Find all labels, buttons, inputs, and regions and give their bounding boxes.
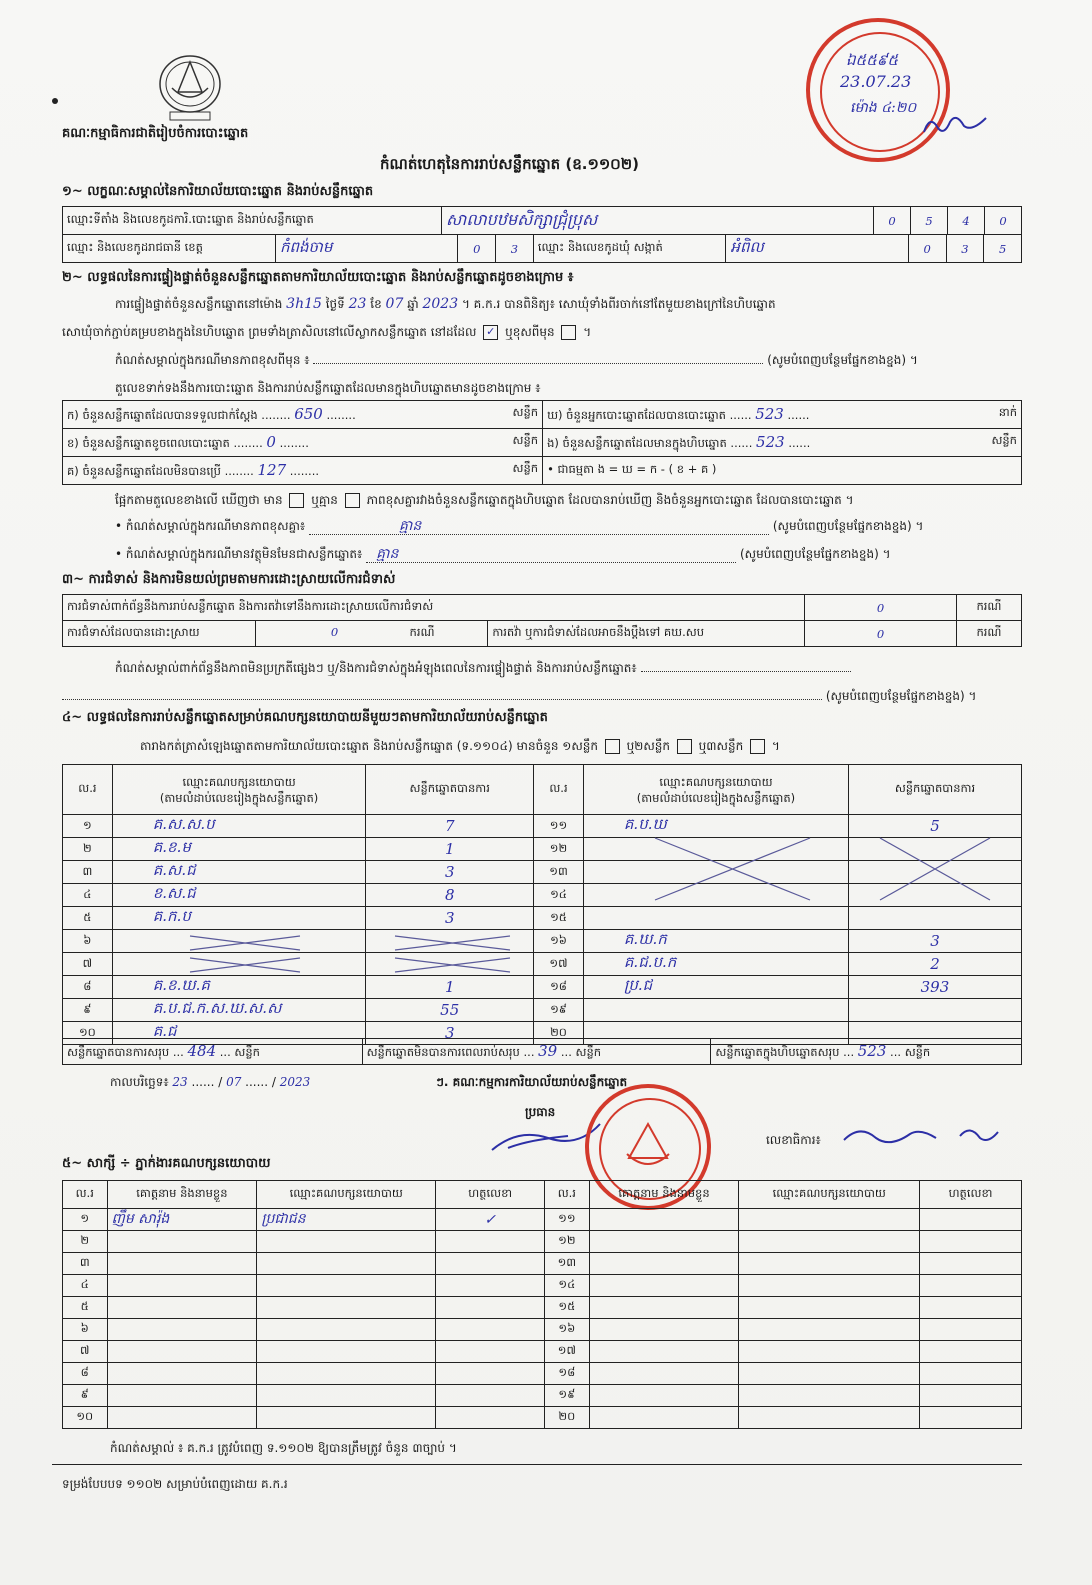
witness-no-left: ២: [63, 1231, 108, 1253]
witness-name-right[interactable]: [589, 1341, 739, 1363]
witness-name-right[interactable]: [589, 1275, 739, 1297]
compare-line: ផ្អែកតាមតួលេខខាងលើ ឃើញថា មាន ឬគ្មាន ភាពខុសគ្នារវាងចំនួនសន្លឹកឆ្នោតក្នុងហិបឆ្នោត ដែលបានរាប់ឃើញ និងចំនួនអ្នកបោះឆ្នោត ដែលបានបោះឆ្នោត ។: [115, 493, 854, 507]
right-votes-cell: [848, 907, 1021, 930]
right-party-cell: [583, 838, 848, 861]
stamp-date: 23.07.23: [840, 72, 912, 91]
right-votes-cell: 2: [848, 953, 1021, 976]
witness-no-left: ៧: [63, 1341, 108, 1363]
witness-sig-right[interactable]: [920, 1385, 1022, 1407]
objections-label: ការជំទាស់ពាក់ព័ន្ធនឹងការរាប់សន្លឹកឆ្នោត និងការតវ៉ាទៅនឹងការដោះស្រាយលើការជំទាស់: [63, 595, 805, 621]
right-party-cell: [583, 999, 848, 1022]
left-party-cell: គ.ស.ស.ប: [112, 815, 366, 838]
witness-row: [63, 1209, 1022, 1231]
witness-no-left: ១: [63, 1209, 108, 1231]
witness-body: [63, 1209, 1022, 1429]
date-year: 2023: [279, 1075, 311, 1089]
witness-sig-left[interactable]: [436, 1341, 545, 1363]
witness-party-right[interactable]: [739, 1341, 920, 1363]
total-box-value: 523: [857, 1041, 887, 1060]
commune-code-3: 5: [984, 235, 1022, 263]
right-party-cell: [583, 861, 848, 884]
witness-row: [63, 1275, 1022, 1297]
difference-bullet: • កំណត់សម្គាល់ក្នុងករណីមានភាពខុសគ្នា៖ គ្មាន (សូមបំពេញបន្ថែមផ្នែកខាងខ្នង) ។: [115, 518, 924, 534]
section5-heading: ៥~ សាក្សី ÷ ភ្នាក់ងារគណបក្សនយោបាយ: [62, 1156, 271, 1171]
witness-row: [63, 1407, 1022, 1429]
total-valid-value: 484: [187, 1041, 217, 1060]
location-code-2: 5: [911, 207, 948, 235]
committee-signature-label: ៗ. គណៈកម្មការការិយាល័យរាប់សន្លឹកឆ្នោត: [436, 1075, 628, 1089]
witness-party-left[interactable]: ប្រជាជន: [257, 1209, 436, 1231]
witness-name-left[interactable]: [107, 1341, 257, 1363]
left-party-cell: ខ.ស.ជ: [112, 884, 366, 907]
witness-no-left: ៦: [63, 1319, 108, 1341]
right-party-cell: គ.ប.ឃ: [583, 815, 848, 838]
witness-name-left[interactable]: ញឹម សារ៉ុង: [107, 1209, 257, 1231]
foreign-object-bullet: • កំណត់សម្គាល់ក្នុងករណីមានវត្ថុមិនមែនជាសន្លឹកឆ្នោត៖ គ្មាន (សូមបំពេញបន្ថែមផ្នែកខាងខ្នង) ។: [115, 546, 891, 562]
witness-sig-left[interactable]: [436, 1319, 545, 1341]
location-code-1: 0: [874, 207, 911, 235]
right-no-cell: ១៨: [534, 976, 584, 999]
witness-name-right[interactable]: [589, 1385, 739, 1407]
results-row: [63, 861, 1022, 884]
witness-row: [63, 1363, 1022, 1385]
received-value: 650: [294, 404, 323, 423]
witness-sig-right[interactable]: [920, 1363, 1022, 1385]
witness-sig-left[interactable]: [436, 1253, 545, 1275]
witness-no-right: ១៨: [545, 1363, 590, 1385]
witness-sig-left[interactable]: [436, 1385, 545, 1407]
left-votes-cell: 7: [366, 815, 534, 838]
section3-heading: ៣~ ការជំទាស់ និងការមិនយល់ព្រមតាមការដោះស្រាយលើការជំទាស់: [62, 572, 396, 587]
witness-party-left[interactable]: [257, 1319, 436, 1341]
witness-party-left[interactable]: [257, 1407, 436, 1429]
date-line: កាលបរិច្ឆេទ៖ 23 ...... / 07 ...... / 2023: [110, 1075, 311, 1089]
right-no-cell: ១៩: [534, 999, 584, 1022]
witness-row: [63, 1297, 1022, 1319]
left-votes-cell: [366, 953, 534, 976]
left-no-cell: ៩: [63, 999, 113, 1022]
witness-sig-left[interactable]: [436, 1297, 545, 1319]
left-votes-cell: 55: [366, 999, 534, 1022]
section4-heading: ៤~ លទ្ធផលនៃការរាប់សន្លឹកឆ្នោតសម្រាប់គណបក្សនយោបាយនីមួយៗតាមការិយាល័យរាប់សន្លឹកឆ្នោត: [62, 710, 548, 725]
secretary-signature-icon: [840, 1120, 1000, 1152]
time-value: 3h15: [286, 296, 322, 312]
witness-name-left[interactable]: [107, 1407, 257, 1429]
witness-party-right[interactable]: [739, 1209, 920, 1231]
spoiled-value: 0: [266, 432, 276, 451]
witness-name-left[interactable]: [107, 1319, 257, 1341]
stamp-number: ឯ៥៥៩៥: [846, 51, 899, 69]
in-box-value: 523: [756, 432, 785, 451]
right-party-cell: គ.ជ.ប.ក: [583, 953, 848, 976]
right-no-cell: ១៦: [534, 930, 584, 953]
location-code-3: 4: [948, 207, 985, 235]
location-label: ឈ្មោះទីតាំង និងលេខកូដការិ.បោះឆ្នោត និងរាប់សន្លឹកឆ្នោត: [63, 207, 442, 235]
witness-col-sig-right: ហត្ថលេខា: [920, 1181, 1022, 1209]
two-sheets-checkbox[interactable]: [677, 739, 692, 754]
left-votes-cell: 1: [366, 838, 534, 861]
formula: • ជាធម្មតា ង = ឃ = ក - ( ខ + គ ): [543, 457, 1022, 485]
location-code-4: 0: [985, 207, 1022, 235]
witness-name-left[interactable]: [107, 1363, 257, 1385]
section1-table: [62, 206, 1022, 235]
left-no-cell: ២: [63, 838, 113, 861]
witness-sig-right[interactable]: [920, 1341, 1022, 1363]
verification-line-1: ការផ្ទៀងផ្ទាត់ចំនួនសន្លឹកឆ្នោតនៅម៉ោង 3h15 ថ្ងៃទី 23 ខែ 07 ឆ្នាំ 2023 ។ គ.ក.រ បានពិនិត្យ៖ សោឃុំទាំងពីរចាក់នៅតែមួយខាងក្រៅនៃហិបឆ្នោត: [115, 296, 776, 312]
witness-party-right[interactable]: [739, 1231, 920, 1253]
results-row: [63, 815, 1022, 838]
witness-no-right: ១២: [545, 1231, 590, 1253]
witness-party-right[interactable]: [739, 1363, 920, 1385]
chair-label: ប្រធាន: [525, 1105, 556, 1119]
witness-row: [63, 1231, 1022, 1253]
right-no-cell: ១២: [534, 838, 584, 861]
left-no-cell: ១០: [63, 1022, 113, 1045]
stamp-time: ម៉ោង ៤:២០: [850, 100, 917, 116]
witness-no-right: ១៤: [545, 1275, 590, 1297]
witness-name-right[interactable]: [589, 1209, 739, 1231]
witness-col-no-left: ល.រ: [63, 1181, 108, 1209]
right-no-cell: ២០: [534, 1022, 584, 1045]
witness-name-left[interactable]: [107, 1253, 257, 1275]
left-party-cell: គ.ប.ជ.ក.ស.ឃ.ស.ស: [112, 999, 366, 1022]
witness-row: [63, 1385, 1022, 1407]
col-votes-left: សន្លឹកឆ្នោតបានការ: [366, 765, 534, 815]
figures-table: [62, 400, 1022, 485]
left-party-cell: [112, 930, 366, 953]
right-party-cell: គ.ឃ.ក: [583, 930, 848, 953]
col-party-right: ឈ្មោះគណបក្សនយោបាយ (តាមលំដាប់លេខរៀងក្នុងសន្លឹកឆ្នោត): [583, 765, 848, 815]
right-votes-cell: 3: [848, 930, 1021, 953]
witness-sig-left[interactable]: [436, 1275, 545, 1297]
right-no-cell: ១១: [534, 815, 584, 838]
col-votes-right: សន្លឹកឆ្នោតបានការ: [848, 765, 1021, 815]
witness-no-left: ៨: [63, 1363, 108, 1385]
committee-name: គណៈកម្មាធិការជាតិរៀបចំការបោះឆ្នោត: [62, 126, 249, 141]
three-sheets-checkbox[interactable]: [750, 739, 765, 754]
commune-code-2: 3: [946, 235, 984, 263]
province-code-2: 3: [496, 235, 534, 263]
results-row: [63, 907, 1022, 930]
witness-row: [63, 1341, 1022, 1363]
witness-sig-right[interactable]: [920, 1253, 1022, 1275]
right-no-cell: ១៤: [534, 884, 584, 907]
right-no-cell: ១៣: [534, 861, 584, 884]
witness-party-left[interactable]: [257, 1275, 436, 1297]
right-party-cell: ប្រ.ជ: [583, 976, 848, 999]
witness-sig-right[interactable]: [920, 1275, 1022, 1297]
spoiled-row: ខ) ចំនួនសន្លឹកឆ្នោតខូចពេលបោះឆ្នោត ........ 0 ........ សន្លឹក: [63, 429, 543, 457]
total-valid-cell: សន្លឹកឆ្នោតបានការសរុប ... 484 ... សន្លឹក: [63, 1039, 363, 1065]
resolved-value: 0: [330, 625, 339, 639]
witness-no-right: ១១: [545, 1209, 590, 1231]
right-votes-cell: [848, 884, 1021, 907]
witness-row: [63, 1253, 1022, 1275]
resolved-label: ការជំទាស់ដែលបានដោះស្រាយ: [63, 621, 256, 647]
province-label: ឈ្មោះ និងលេខកូដរាជធានី ខេត្ត: [63, 235, 276, 263]
objections-unit: ករណី: [956, 595, 1021, 621]
left-no-cell: ៧: [63, 953, 113, 976]
witness-no-right: ១៣: [545, 1253, 590, 1275]
left-votes-cell: 3: [366, 907, 534, 930]
foreign-object-value: គ្មាន: [376, 546, 399, 562]
section1-table-row2: [62, 234, 1022, 263]
right-votes-cell: 393: [848, 976, 1021, 999]
right-no-cell: ១៧: [534, 953, 584, 976]
witness-party-right[interactable]: [739, 1319, 920, 1341]
witness-no-right: ១៧: [545, 1341, 590, 1363]
left-party-cell: [112, 953, 366, 976]
witness-name-right[interactable]: [589, 1253, 739, 1275]
witness-sig-right[interactable]: [920, 1319, 1022, 1341]
witness-sig-right[interactable]: [920, 1297, 1022, 1319]
right-party-cell: [583, 884, 848, 907]
witness-col-no-right: ល.រ: [545, 1181, 590, 1209]
right-votes-cell: [848, 861, 1021, 884]
witness-name-right[interactable]: [589, 1363, 739, 1385]
total-invalid-value: 39: [538, 1041, 558, 1060]
day-value: 23: [348, 296, 367, 312]
col-no-right: ល.រ: [534, 765, 584, 815]
section1-heading: ១~ លក្ខណៈសម្គាល់នៃការិយាល័យបោះឆ្នោត និងរាប់សន្លឹកឆ្នោត: [62, 184, 374, 199]
unchanged-checkbox[interactable]: ✓: [483, 325, 498, 340]
witness-name-left[interactable]: [107, 1385, 257, 1407]
right-party-cell: [583, 907, 848, 930]
no-difference-checkbox[interactable]: [345, 493, 360, 508]
left-party-cell: គ.ជ: [112, 1022, 366, 1045]
witness-no-right: ២០: [545, 1407, 590, 1429]
left-votes-cell: [366, 930, 534, 953]
unused-row: គ) ចំនួនសន្លឹកឆ្នោតដែលមិនបានប្រើ ........ 127 ........ សន្លឹក: [63, 457, 543, 485]
verification-line-2: សោឃុំចាក់ភ្ជាប់គម្របខាងក្នុងនៃហិបឆ្នោត ព្រមទាំងត្រាសិលនៅលើស្លាកសន្លឹកឆ្នោត នៅដដែល ✓ ឬខុសពីមុន ។: [62, 325, 592, 339]
province-value: កំពង់ចាម: [275, 235, 457, 263]
resolved-cell: 0 ករណី: [255, 621, 488, 647]
location-value: សាលាបឋមសិក្សាជ្រុំប្រុស: [442, 207, 874, 235]
received-stamp: [806, 18, 950, 162]
witness-party-left[interactable]: [257, 1341, 436, 1363]
left-no-cell: ៣: [63, 861, 113, 884]
witness-name-right[interactable]: [589, 1231, 739, 1253]
results-row: [63, 930, 1022, 953]
witness-no-left: ៤: [63, 1275, 108, 1297]
witness-party-left[interactable]: [257, 1385, 436, 1407]
difference-note: កំណត់សម្គាល់ក្នុងករណីមានភាពខុសពីមុន ៖ (សូមបំពេញបន្ថែមផ្នែកខាងខ្នង) ។: [115, 353, 918, 367]
footer-divider: [52, 1464, 1022, 1465]
witness-sig-left[interactable]: [436, 1231, 545, 1253]
nec-emblem-icon: [150, 48, 230, 126]
left-votes-cell: 3: [366, 1022, 534, 1045]
right-votes-cell: [848, 999, 1021, 1022]
commune-label: ឈ្មោះ និងលេខកូដឃុំ សង្កាត់: [533, 235, 726, 263]
commune-value: អំពិល: [726, 235, 908, 263]
witness-col-sig-left: ហត្ថលេខា: [436, 1181, 545, 1209]
witness-name-left[interactable]: [107, 1297, 257, 1319]
witness-no-left: ៣: [63, 1253, 108, 1275]
left-votes-cell: 1: [366, 976, 534, 999]
witness-col-name-left: គោត្តនាម និងនាមខ្លួន: [107, 1181, 257, 1209]
left-no-cell: ៤: [63, 884, 113, 907]
witness-party-right[interactable]: [739, 1385, 920, 1407]
witness-sig-right[interactable]: [920, 1231, 1022, 1253]
witness-sig-right[interactable]: [920, 1407, 1022, 1429]
objections-table: [62, 594, 1022, 647]
results-body: [63, 815, 1022, 1045]
witness-table: [62, 1180, 1022, 1429]
year-value: 2023: [422, 296, 459, 312]
right-votes-cell: [848, 838, 1021, 861]
date-month: 07: [226, 1075, 242, 1089]
seal-emblem-icon: [619, 1116, 677, 1174]
witness-no-right: ១៦: [545, 1319, 590, 1341]
results-row: [63, 976, 1022, 999]
voters-row: ឃ) ចំនួនអ្នកបោះឆ្នោតដែលបានបោះឆ្នោត ...... 523 ...... នាក់: [543, 401, 1022, 429]
witness-col-party-left: ឈ្មោះគណបក្សនយោបាយ: [257, 1181, 436, 1209]
footer-note: កំណត់សម្គាល់ ៖ គ.ក.រ ត្រូវបំពេញ ទ.១១០២ ឱ្យបានត្រឹមត្រូវ ចំនួន ៣ច្បាប់ ។: [110, 1441, 457, 1455]
witness-no-left: ៩: [63, 1385, 108, 1407]
witness-party-right[interactable]: [739, 1407, 920, 1429]
irregularity-note: កំណត់សម្គាល់ពាក់ព័ន្ធនឹងភាពមិនប្រក្រតីផ្សេងៗ ឬ/និងការជំទាស់ក្នុងអំឡុងពេលនៃការផ្ទៀងផ្ទាត់ និងការរាប់សន្លឹកឆ្នោត៖: [115, 660, 851, 676]
witness-name-left[interactable]: [107, 1275, 257, 1297]
witness-party-right[interactable]: [739, 1297, 920, 1319]
in-box-row: ង) ចំនួនសន្លឹកឆ្នោតដែលមានក្នុងហិបឆ្នោត ...... 523 ...... សន្លឹក: [543, 429, 1022, 457]
results-row: [63, 953, 1022, 976]
appeal-label: ការតវ៉ា ឬការជំទាស់ដែលអាចនឹងប្តឹងទៅ គឃ.សប: [488, 621, 805, 647]
witness-party-right[interactable]: [739, 1275, 920, 1297]
left-no-cell: ៦: [63, 930, 113, 953]
witness-sig-left[interactable]: [436, 1363, 545, 1385]
left-party-cell: គ.ស.ជ: [112, 861, 366, 884]
one-sheet-checkbox[interactable]: [605, 739, 620, 754]
witness-sig-right[interactable]: [920, 1209, 1022, 1231]
witness-name-right[interactable]: [589, 1297, 739, 1319]
witness-no-left: ១០: [63, 1407, 108, 1429]
left-no-cell: ១: [63, 815, 113, 838]
totals-table: [62, 1038, 1022, 1065]
right-votes-cell: 5: [848, 815, 1021, 838]
difference-value: គ្មាន: [399, 518, 422, 534]
left-votes-cell: 8: [366, 884, 534, 907]
col-party-left: ឈ្មោះគណបក្សនយោបាយ (តាមលំដាប់លេខរៀងក្នុងសន្លឹកឆ្នោត): [112, 765, 366, 815]
witness-col-party-right: ឈ្មោះគណបក្សនយោបាយ: [739, 1181, 920, 1209]
left-party-cell: គ.ខ.ឃ.គ: [112, 976, 366, 999]
stamp-signature-icon: [920, 110, 990, 140]
tally-sheet-line: តារាងកត់ត្រាសំឡេងឆ្នោតតាមការិយាល័យបោះឆ្នោត និងរាប់សន្លឹកឆ្នោត (ទ.១១០៤) មានចំនួន ១សន្លឹក ឬ២សន្លឹក ឬ៣សន្លឹក ។: [140, 739, 780, 753]
total-invalid-cell: សន្លឹកឆ្នោតមិនបានការពេលរាប់សរុប ... 39 ... សន្លឹក: [362, 1039, 711, 1065]
section2-heading: ២~ លទ្ធផលនៃការផ្ទៀងផ្ទាត់ចំនួនសន្លឹកឆ្នោតតាមការិយាល័យបោះឆ្នោត និងរាប់សន្លឹកឆ្នោតដូចខាងក្រោម ៖: [62, 270, 574, 285]
witness-no-left: ៥: [63, 1297, 108, 1319]
witness-row: [63, 1319, 1022, 1341]
has-difference-checkbox[interactable]: [289, 493, 304, 508]
witness-name-right[interactable]: [589, 1407, 739, 1429]
left-votes-cell: 3: [366, 861, 534, 884]
province-code-1: 0: [458, 235, 496, 263]
corner-dot: [52, 98, 58, 104]
irregularity-note-line: (សូមបំពេញបន្ថែមផ្នែកខាងខ្នង) ។: [62, 688, 1020, 704]
col-no-left: ល.រ: [63, 765, 113, 815]
form-code: ទម្រង់បែបបទ ១១០២ សម្រាប់បំពេញដោយ គ.ក.រ: [62, 1477, 288, 1491]
witness-party-right[interactable]: [739, 1253, 920, 1275]
results-row: [63, 838, 1022, 861]
objections-value: 0: [805, 595, 957, 621]
witness-sig-left[interactable]: [436, 1407, 545, 1429]
secretary-label: លេខាធិការ៖: [766, 1133, 821, 1147]
witness-name-left[interactable]: [107, 1231, 257, 1253]
figures-intro: តួលេខទាក់ទងនឹងការបោះឆ្នោត និងការរាប់សន្លឹកឆ្នោតដែលមានក្នុងហិបឆ្នោតមានដូចខាងក្រោម ៖: [115, 381, 541, 395]
voters-value: 523: [755, 404, 784, 423]
date-day: 23: [172, 1075, 188, 1089]
unused-value: 127: [257, 460, 287, 479]
right-no-cell: ១៥: [534, 907, 584, 930]
witness-sig-left[interactable]: ✓: [436, 1209, 545, 1231]
changed-checkbox[interactable]: [561, 325, 576, 340]
commune-code-1: 0: [908, 235, 946, 263]
results-row: [63, 884, 1022, 907]
results-table: [62, 764, 1022, 1045]
results-row: [63, 999, 1022, 1022]
page-title: កំណត់ហេតុនៃការរាប់សន្លឹកឆ្នោត (ឧ.១១០២): [380, 155, 640, 173]
appeal-value: 0: [805, 621, 957, 647]
witness-party-left[interactable]: [257, 1231, 436, 1253]
witness-party-left[interactable]: [257, 1297, 436, 1319]
witness-no-right: ១៥: [545, 1297, 590, 1319]
total-box-cell: សន្លឹកឆ្នោតក្នុងហិបឆ្នោតសរុប ... 523 ... សន្លឹក: [711, 1039, 1022, 1065]
witness-col-name-right: គោត្តនាម និងនាមខ្លួន: [589, 1181, 739, 1209]
left-no-cell: ៥: [63, 907, 113, 930]
received-row: ក) ចំនួនសន្លឹកឆ្នោតដែលបានទទួលជាក់ស្តែង ........ 650 ........ សន្លឹក: [63, 401, 543, 429]
witness-name-right[interactable]: [589, 1319, 739, 1341]
witness-party-left[interactable]: [257, 1253, 436, 1275]
left-no-cell: ៨: [63, 976, 113, 999]
left-party-cell: គ.ខ.ម: [112, 838, 366, 861]
left-party-cell: គ.ក.ប: [112, 907, 366, 930]
witness-party-left[interactable]: [257, 1363, 436, 1385]
witness-no-right: ១៩: [545, 1385, 590, 1407]
month-value: 07: [385, 296, 404, 312]
appeal-unit: ករណី: [956, 621, 1021, 647]
